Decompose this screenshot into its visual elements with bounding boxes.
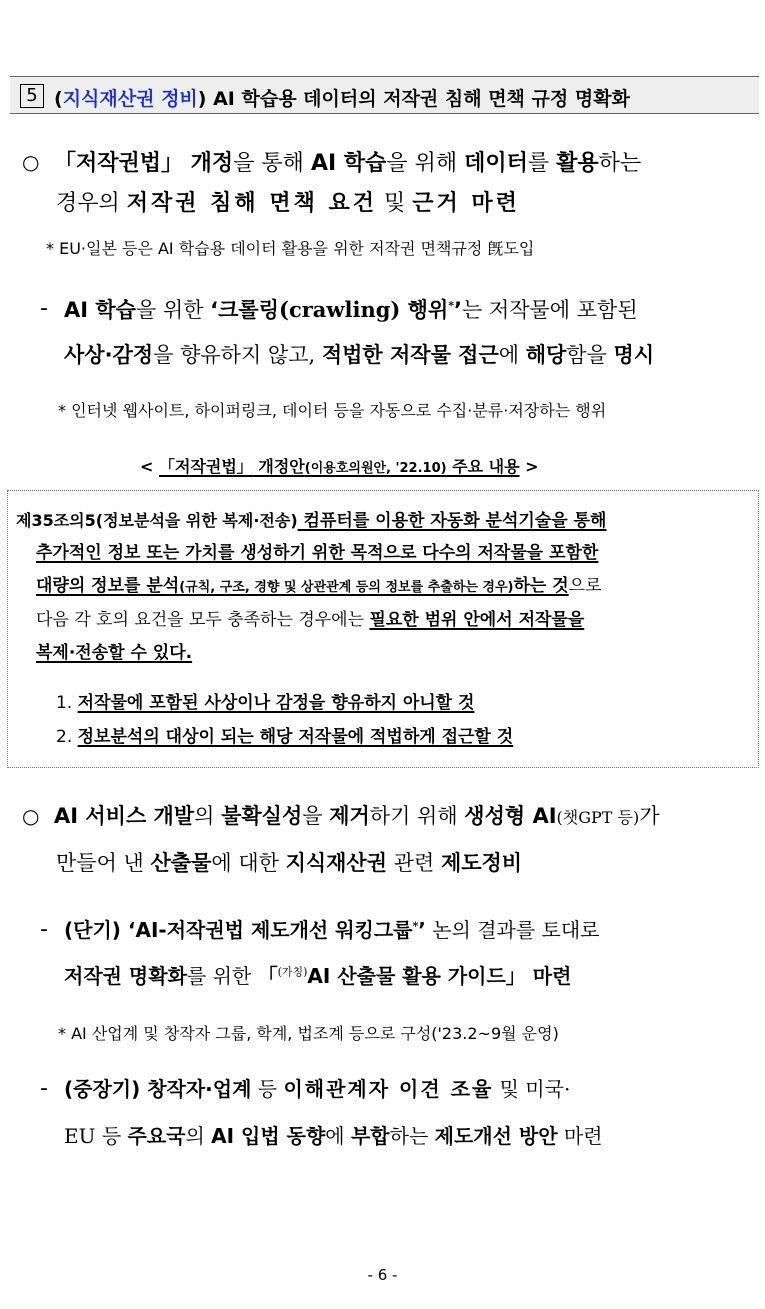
bullet2-line1: AI 서비스 개발의 불확실성을 제거하기 위해 생성형 AI(챗GPT 등)가 xyxy=(54,804,660,828)
sub1-line2: 사상·감정을 향유하지 않고, 적법한 저작물 접근에 해당함을 명시 xyxy=(64,343,655,367)
page-number: - 6 - xyxy=(367,1266,398,1284)
sub2-line2: 저작권 명확화를 위한 「$^{(가칭)}$AI 산출물 활용 가이드」 마련 xyxy=(64,964,572,988)
sub2-line1: (단기) ‘AI-저작권법 제도개선 워킹그룹*’ 논의 결과를 토대로 xyxy=(64,918,600,942)
section-heading xyxy=(10,76,759,114)
section-title: (지식재산권 정비) AI 학습용 데이터의 저작권 침해 면책 규정 명확화 xyxy=(54,88,630,110)
bullet2-line2: 만들어 낸 산출물에 대한 지식재산권 관련 제도정비 xyxy=(56,851,523,875)
dash-marker: - xyxy=(40,917,48,942)
bullet1-line1: 「저작권법」 개정을 통해 AI 학습을 위해 데이터를 활용하는 xyxy=(54,151,642,176)
section-number: 5 xyxy=(20,84,44,108)
law-line: 다음 각 호의 요건을 모두 충족하는 경우에는 필요한 범위 안에서 저작물을 xyxy=(36,610,585,630)
dash-marker: - xyxy=(40,296,48,321)
sub3-line2: EU 등 주요국의 AI 입법 동향에 부합하는 제도개선 방안 마련 xyxy=(64,1124,603,1148)
footnote: * 인터넷 웹사이트, 하이퍼링크, 데이터 등을 자동으로 수집·분류·저장하는 행위 xyxy=(58,401,607,420)
bullet-marker: ○ xyxy=(22,804,40,828)
dash-marker: - xyxy=(40,1076,48,1101)
sub1-line1: AI 학습을 위한 ‘크롤링(crawling) 행위*’는 저작물에 포함된 xyxy=(64,297,638,322)
footnote: * EU·일본 등은 AI 학습용 데이터 활용을 위한 저작권 면책규정 旣도입 xyxy=(46,239,535,258)
bullet1-line2: 경우의 저작권 침해 면책 요건 및 근거 마련 xyxy=(56,191,520,216)
footnote: * AI 산업계 및 창작자 그룹, 학계, 법조계 등으로 구성('23.2~9월 운영) xyxy=(58,1024,559,1043)
law-line: 추가적인 정보 또는 가치를 생성하기 위한 목적으로 다수의 저작물을 포함한 xyxy=(36,543,599,563)
bullet-marker: ○ xyxy=(22,150,40,174)
law-line: 대량의 정보를 분석(규칙, 구조, 경향 및 상관관계 등의 정보를 추출하는 경우)하는 것으로 xyxy=(36,576,602,596)
law-line: 제35조의5(정보분석을 위한 복제·전송) 컴퓨터를 이용한 자동화 분석기술을 통해 xyxy=(16,511,607,531)
law-line: 복제·전송할 수 있다. xyxy=(36,643,193,663)
law-item: 2. 정보분석의 대상이 되는 해당 저작물에 적법하게 접근할 것 xyxy=(56,727,514,747)
law-item: 1. 저작물에 포함된 사상이나 감정을 향유하지 아니할 것 xyxy=(56,693,475,713)
sub3-line1: (중장기) 창작자·업계 등 이해관계자 이견 조율 및 미국· xyxy=(64,1077,571,1101)
section-prefix: 지식재산권 정비 xyxy=(62,88,198,110)
box-caption: < 「저작권법」 개정안(이용호의원안, '22.10) 주요 내용 > xyxy=(140,457,539,476)
